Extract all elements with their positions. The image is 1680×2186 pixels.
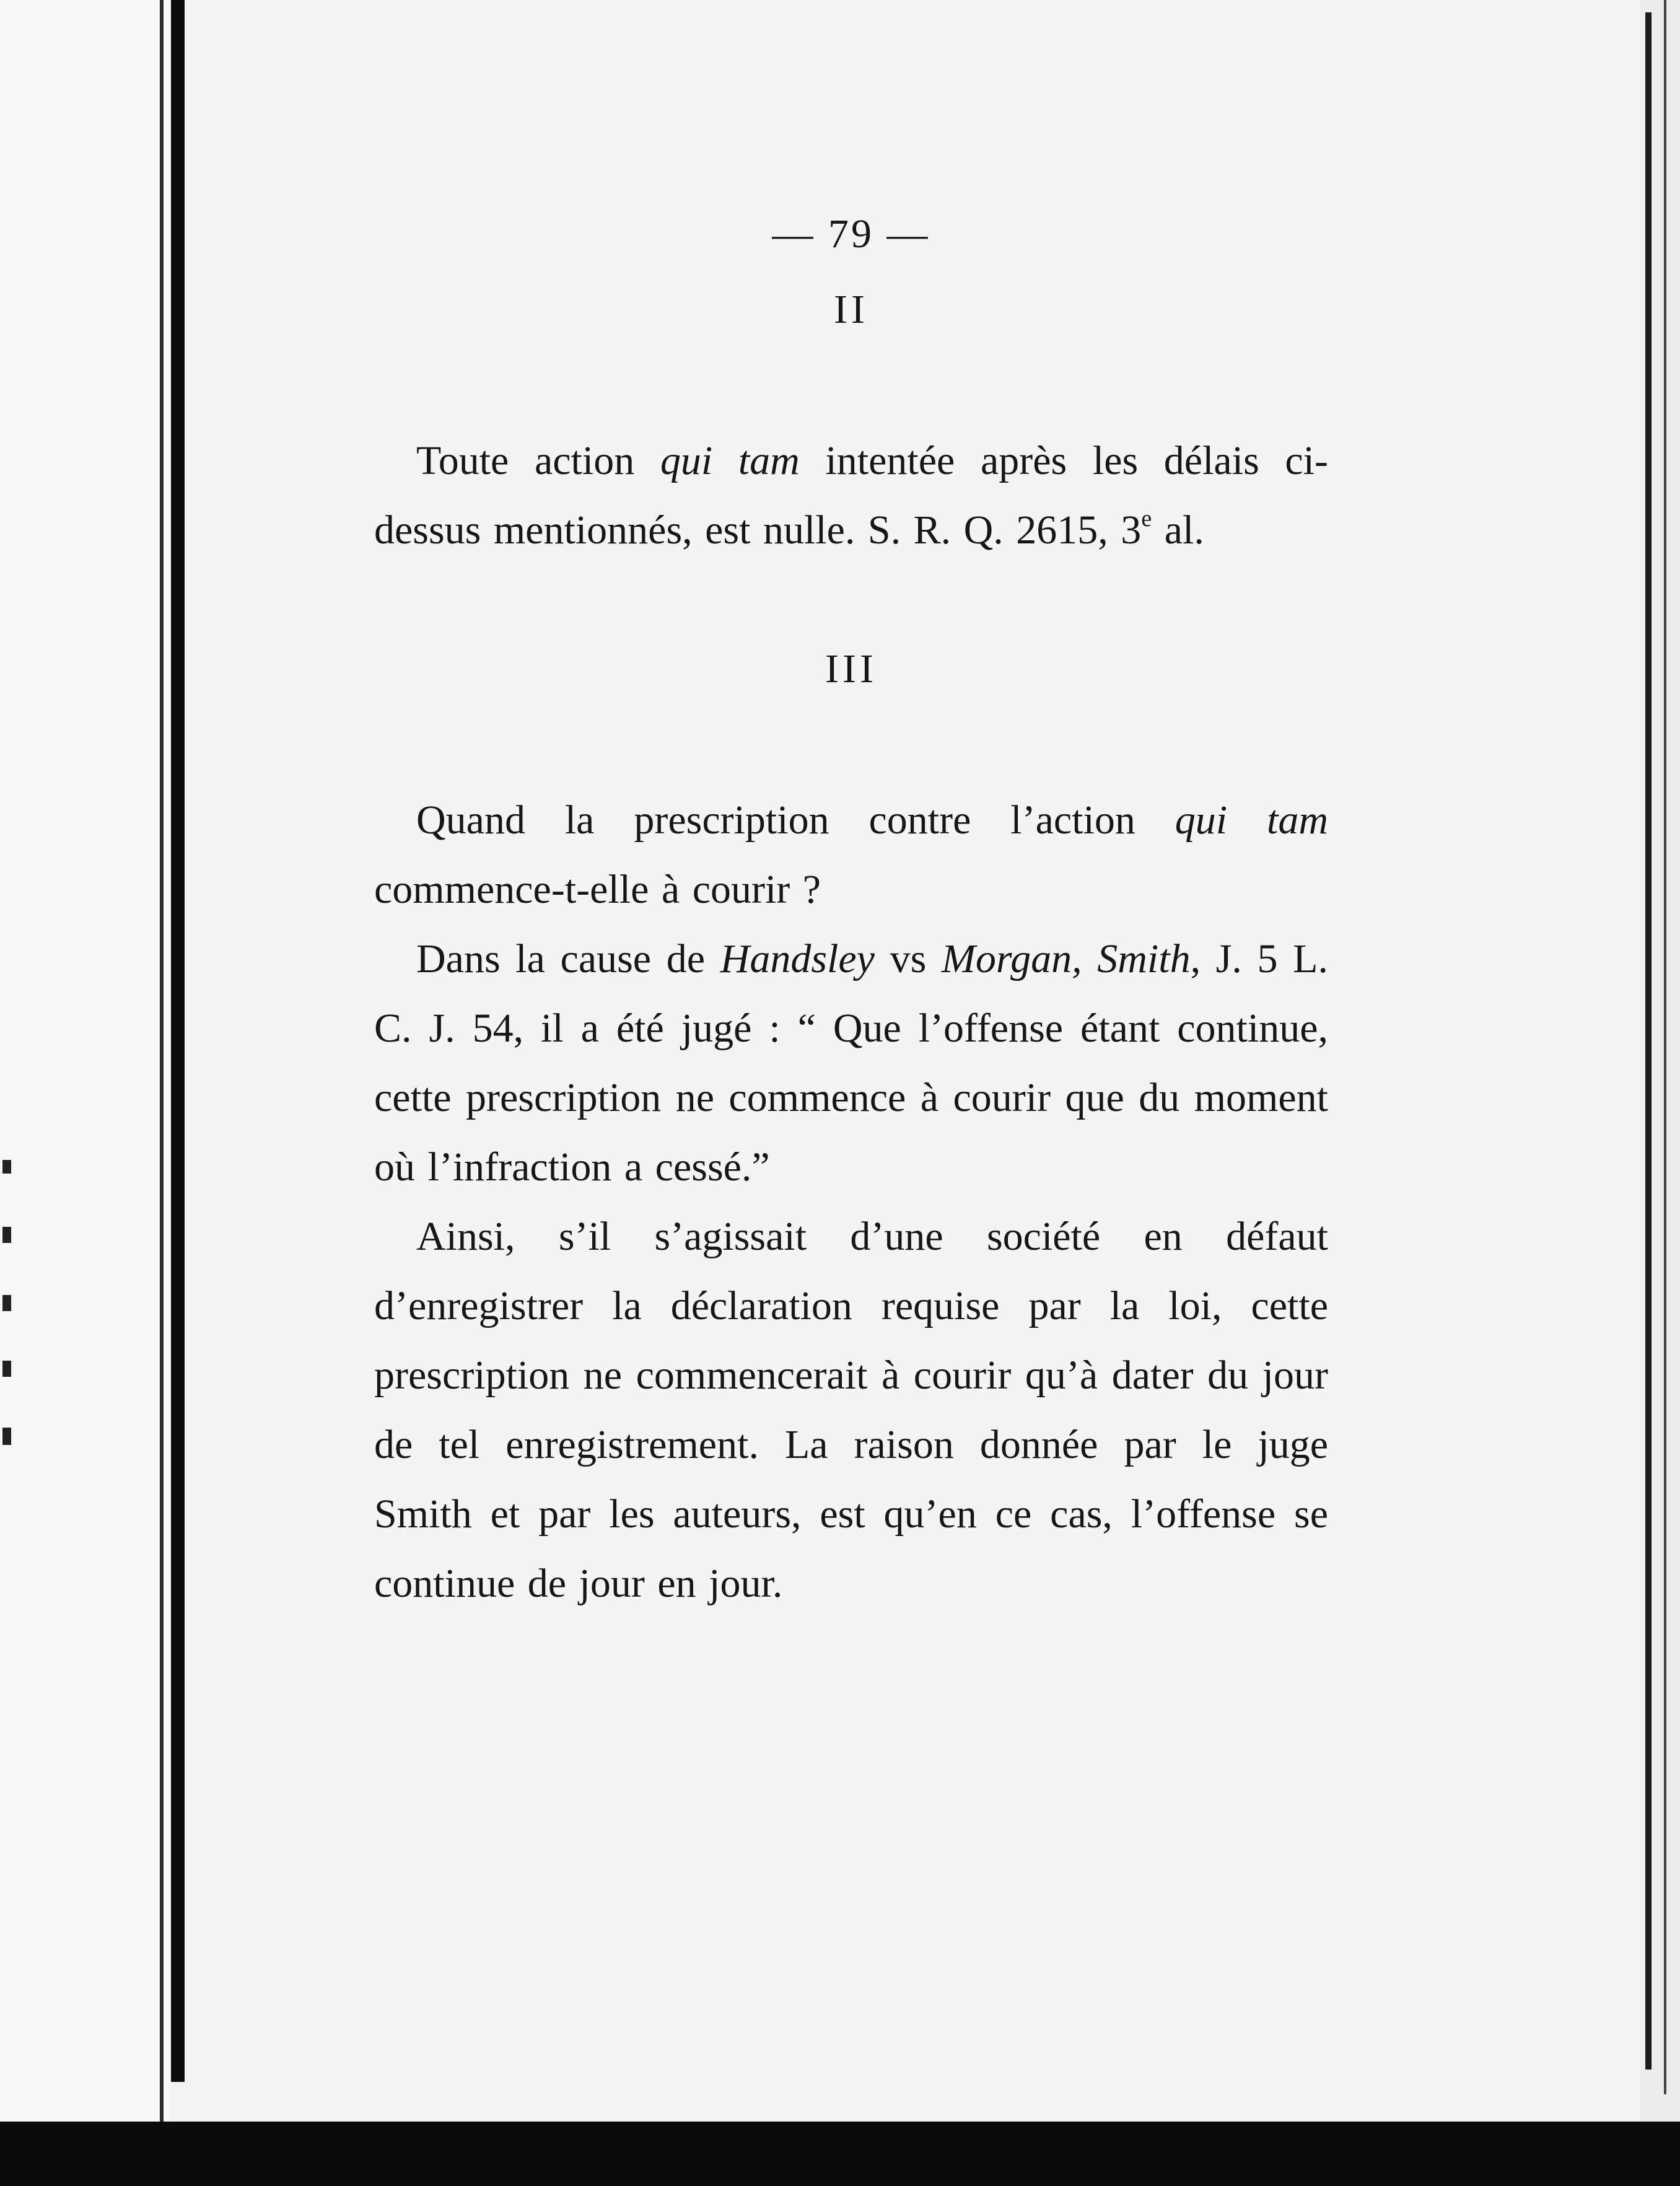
superscript: e	[1141, 506, 1152, 532]
gutter-shadow	[171, 0, 185, 2082]
margin-mark	[2, 1361, 11, 1377]
italic-text: Morgan, Smith	[941, 936, 1191, 981]
right-edge-border-thin	[1664, 0, 1666, 2094]
right-edge-border	[1645, 12, 1652, 2070]
paragraph	[374, 786, 1328, 924]
text-run: intentée après les délais ci-dessus mentionnés, est nulle. S. R. Q. 2615, 3	[374, 438, 1328, 553]
text-run: al.	[1152, 507, 1204, 553]
text-run: commence-t-elle à courir ?	[374, 867, 821, 912]
text-run: vs	[874, 936, 942, 981]
paragraph	[374, 426, 1328, 565]
page-number: — 79 —	[772, 211, 930, 257]
text-run: Quand la prescription contre l’action	[416, 797, 1175, 843]
paragraph	[374, 1202, 1328, 1618]
text-run: , J. 5 L. C. J. 54, il a été jugé : “ Que l’offense étant continue, cette prescription ne commence à courir que du moment où l’infraction a cessé.”	[374, 936, 1328, 1190]
section-heading: II	[834, 287, 868, 332]
scan-bottom-band	[0, 2122, 1680, 2186]
book-page	[374, 211, 1328, 1618]
italic-text: Handsley	[720, 936, 875, 981]
gutter-shadow-thin	[160, 0, 164, 2131]
facing-page-edge	[0, 0, 171, 2186]
text-run: Toute action	[416, 438, 660, 483]
paragraph	[374, 924, 1328, 1202]
margin-mark	[2, 1227, 11, 1243]
margin-mark	[2, 1160, 11, 1174]
text-run: Dans la cause de	[416, 936, 720, 981]
section-heading: III	[825, 646, 877, 691]
italic-text: qui tam	[660, 438, 800, 483]
margin-mark	[2, 1428, 11, 1445]
text-run: Ainsi, s’il s’agissait d’une société en défaut d’enregistrer la déclaration requise par la loi, cette prescription ne commencerait à courir qu’à dater du jour de tel enregistrement. La raison donnée par le juge Smith et par les auteurs, est qu’en ce cas, l’offense se continue de jour en jour.	[374, 1214, 1328, 1606]
margin-mark	[2, 1295, 11, 1311]
italic-text: qui tam	[1175, 797, 1328, 843]
